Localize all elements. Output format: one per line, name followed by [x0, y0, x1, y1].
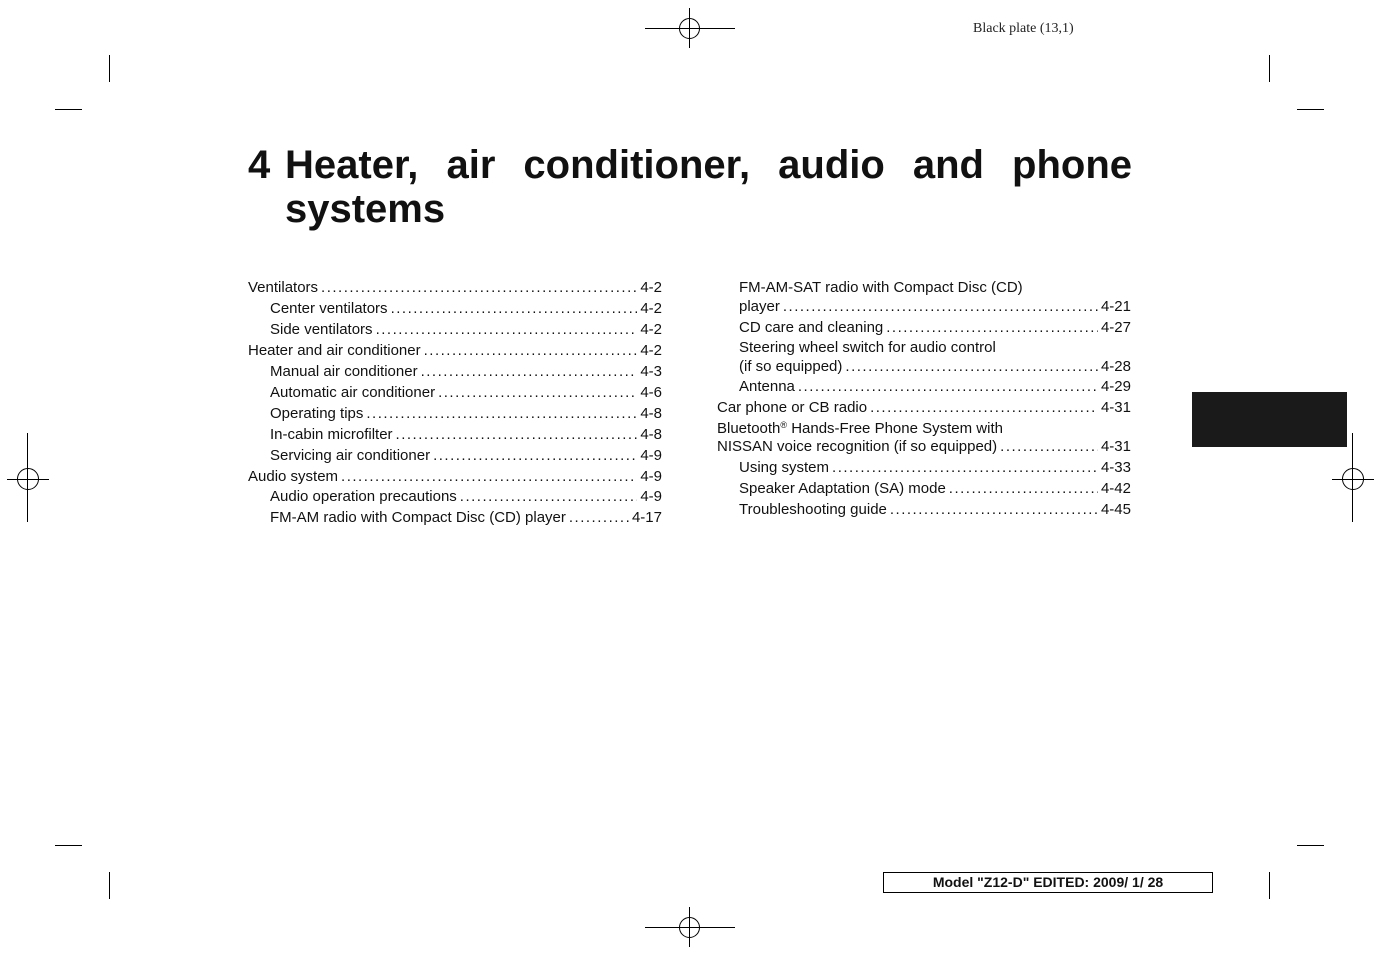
toc-entry-page: 4-2: [640, 279, 662, 296]
toc-entry-label: Audio operation precautions: [270, 488, 457, 505]
toc-entry-label: In-cabin microfilter: [270, 426, 393, 443]
crop-mark: [55, 109, 82, 110]
toc-entry-page: 4-31: [1100, 438, 1131, 455]
toc-entry-label: (if so equipped): [739, 358, 843, 375]
crop-mark: [109, 872, 110, 899]
toc-entry[interactable]: [717, 357, 1131, 377]
toc-entry[interactable]: [248, 341, 662, 361]
toc-entry-page: 4-28: [1100, 358, 1131, 375]
toc-entry-page: 4-2: [640, 300, 662, 317]
crop-mark: [1269, 55, 1270, 82]
toc-entry-page: 4-17: [631, 509, 662, 526]
toc-entry[interactable]: [248, 404, 662, 424]
toc-entry[interactable]: [248, 362, 662, 382]
toc-entry-page: 4-3: [640, 363, 662, 380]
chapter-title: [248, 143, 1132, 231]
toc-entry-label: Speaker Adaptation (SA) mode: [739, 480, 946, 497]
toc-entry-label: Audio system: [248, 468, 339, 485]
toc-entry-page: 4-42: [1100, 480, 1131, 497]
toc-entry-label: player: [739, 298, 780, 315]
toc-entry-label: Heater and air conditioner: [248, 342, 421, 359]
toc-entry-label: Operating tips: [270, 405, 364, 422]
plate-label: Black plate (13,1): [973, 21, 1074, 36]
registered-mark: ®: [780, 420, 788, 430]
toc-entry-page: 4-9: [640, 468, 662, 485]
toc-entry-page: 4-29: [1100, 378, 1131, 395]
toc-entry-label: Ventilators: [248, 279, 319, 296]
toc-entry-label: Side ventilators: [270, 321, 373, 338]
toc-entry[interactable]: [248, 383, 662, 403]
chapter-number: 4: [248, 143, 271, 187]
toc-entry-page: 4-8: [640, 426, 662, 443]
toc-entry-label: Troubleshooting guide: [739, 501, 887, 518]
toc-entry-label[interactable]: Steering wheel switch for audio control: [739, 339, 996, 356]
toc-entry-label: Manual air conditioner: [270, 363, 418, 380]
toc-entry-label: FM-AM radio with Compact Disc (CD) player: [270, 509, 566, 526]
chapter-title-text: Heater, air conditioner, audio and phone systems: [285, 143, 1132, 231]
toc-entry-page: 4-2: [640, 342, 662, 359]
toc-entry-label: Using system: [739, 459, 830, 476]
registration-circle: [679, 18, 700, 39]
toc-entry[interactable]: [717, 500, 1131, 520]
toc-entry[interactable]: [248, 320, 662, 340]
toc-entry-page: 4-27: [1100, 319, 1131, 336]
crop-mark: [109, 55, 110, 82]
toc-entry-label: CD care and cleaning: [739, 319, 884, 336]
crop-mark: [55, 845, 82, 846]
crop-mark: [1269, 872, 1270, 899]
registration-circle: [679, 917, 700, 938]
toc-entry[interactable]: [248, 425, 662, 445]
toc-entry-label: NISSAN voice recognition (if so equipped): [717, 438, 998, 455]
toc-entry[interactable]: [717, 479, 1131, 499]
toc-entry-label: Center ventilators: [270, 300, 388, 317]
toc-entry-label: Servicing air conditioner: [270, 447, 431, 464]
toc-entry-page: 4-9: [640, 447, 662, 464]
toc-entry-label: Automatic air conditioner: [270, 384, 436, 401]
toc-entry[interactable]: [248, 278, 662, 298]
toc-entry[interactable]: [248, 487, 662, 507]
toc-entry-page: 4-6: [640, 384, 662, 401]
toc-entry[interactable]: [248, 446, 662, 466]
toc-entry-label[interactable]: [717, 419, 1003, 439]
toc-entry-page: 4-33: [1100, 459, 1131, 476]
chapter-tab: [1192, 392, 1347, 447]
bluetooth-label: Bluetooth: [717, 420, 781, 437]
toc-entry-page: 4-8: [640, 405, 662, 422]
toc-entry-label: Antenna: [739, 378, 795, 395]
toc-entry-page: 4-2: [640, 321, 662, 338]
toc-entry-page: 4-45: [1100, 501, 1131, 518]
toc-entry-page: 4-31: [1100, 399, 1131, 416]
model-edited-box: Model "Z12-D" EDITED: 2009/ 1/ 28: [883, 872, 1213, 893]
toc-entry-page: 4-9: [640, 488, 662, 505]
toc-entry-label[interactable]: FM-AM-SAT radio with Compact Disc (CD): [739, 279, 1023, 296]
toc-entry[interactable]: [248, 467, 662, 487]
toc-entry[interactable]: [717, 297, 1131, 317]
registration-circle: [17, 468, 39, 490]
crop-mark: [1297, 845, 1324, 846]
toc-entry[interactable]: [717, 377, 1131, 397]
crop-mark: [1297, 109, 1324, 110]
registration-circle: [1342, 468, 1364, 490]
toc-entry-page: 4-21: [1100, 298, 1131, 315]
toc-entry[interactable]: [717, 437, 1131, 457]
toc-entry-label: Car phone or CB radio: [717, 399, 868, 416]
toc-entry[interactable]: [717, 318, 1131, 338]
toc-entry[interactable]: [248, 508, 662, 528]
toc-entry[interactable]: [717, 398, 1131, 418]
toc-entry[interactable]: [248, 299, 662, 319]
toc-entry[interactable]: [717, 458, 1131, 478]
bluetooth-label-rest: Hands-Free Phone System with: [787, 420, 1003, 437]
